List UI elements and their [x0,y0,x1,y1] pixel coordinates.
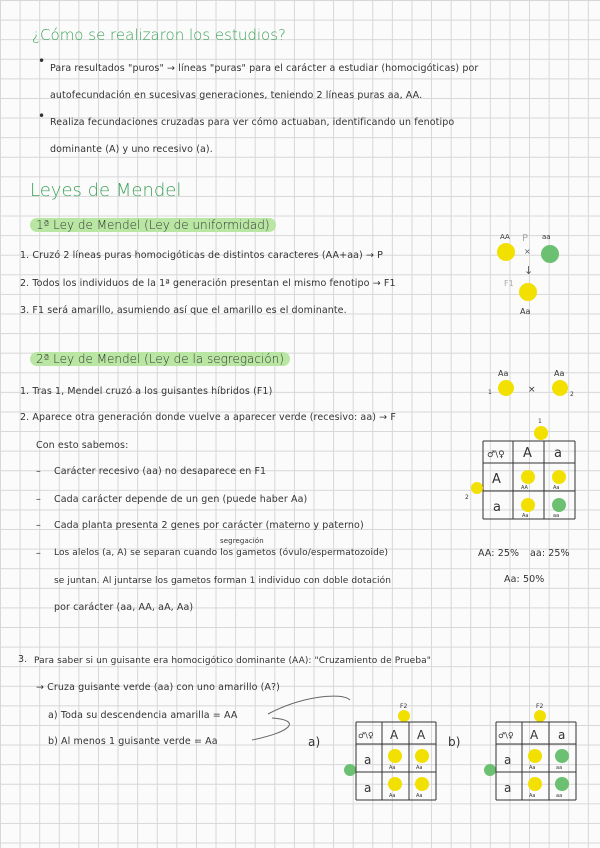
law1-item-1: 1. Cruzó 2 líneas puras homocigóticas de distintos caracteres (AA+aa) → P [20,250,383,261]
law2-cross [478,366,578,400]
green-pea [344,764,356,776]
svg-text:F2: F2 [400,703,408,710]
dash: – [36,494,41,505]
svg-text:a: a [554,446,562,461]
law2-dash-4: Los alelos (a, A) se separan cuando los gametos (óvulo/espermatozoide) [54,548,389,558]
bullet-line-4: dominante (A) y uno recesivo (a). [50,144,213,155]
svg-text:F1: F1 [504,279,514,288]
bullet-dot: • [38,54,46,68]
label-b: b) [448,735,461,749]
svg-text:P: P [522,233,529,244]
svg-text:Aa: Aa [389,765,396,771]
yellow-pea [497,243,515,261]
yellow-pea [519,283,537,301]
svg-text:aa: aa [542,233,551,241]
svg-text:aa: aa [556,793,563,799]
svg-text:↓: ↓ [524,264,534,277]
yellow-pea [521,470,535,484]
svg-text:A: A [492,472,501,487]
green-pea [541,245,559,263]
law2-intro: Con esto sabemos: [36,440,129,451]
test-cross-grid-b [480,700,580,804]
svg-text:Aa: Aa [498,369,509,378]
law1-cross-diagram [490,226,570,322]
svg-text:A: A [390,728,399,742]
svg-text:a: a [493,500,501,515]
yellow-pea [534,710,546,722]
item3-option-b: b) Al menos 1 guisante verde = Aa [48,736,218,747]
svg-text:2: 2 [465,494,469,501]
svg-text:a: a [364,753,372,767]
label-a: a) [308,735,321,749]
ratio-AA: AA: 25% [478,548,520,559]
svg-text:A: A [417,728,426,742]
svg-text:1: 1 [538,418,542,425]
yellow-pea [498,380,514,396]
ratio-Aa: Aa: 50% [504,574,545,585]
question-title: ¿Cómo se realizaron los estudios? [32,26,287,44]
section-title: Leyes de Mendel [30,180,182,201]
svg-text:F2: F2 [536,703,544,710]
yellow-pea [552,470,566,484]
svg-text:Aa: Aa [554,369,565,378]
svg-text:Aa: Aa [529,765,536,771]
svg-text:Aa: Aa [520,307,531,316]
svg-text:aa: aa [556,765,563,771]
side-pea [452,487,462,497]
dash: – [36,548,41,559]
svg-text:AA: AA [521,485,528,491]
green-pea [484,764,496,776]
item3-text: Para saber si un guisante era homocigótico dominante (AA): "Cruzamiento de Prueba" [34,656,431,666]
bullet-line-1: Para resultados "puros" → líneas "puras" para el carácter a estudiar (homocigóticas) por [50,63,479,74]
yellow-pea [398,710,410,722]
ratio-aa: aa: 25% [530,548,570,559]
bullet-dot: • [38,109,46,123]
svg-text:A: A [530,728,539,742]
segregacion-note: segregación [220,537,264,545]
side-pea-row [470,480,484,496]
svg-text:1: 1 [488,389,492,396]
bullet-line-2: autofecundación en sucesivas generaciones, teniendo 2 líneas puras aa, AA. [50,90,423,101]
svg-text:♂\♀: ♂\♀ [358,731,374,740]
yellow-pea [552,380,568,396]
svg-text:Aa: Aa [389,793,396,799]
item3-line2: → Cruza guisante verde (aa) con uno amarillo (A?) [36,682,280,693]
item3-option-a: a) Toda su descendencia amarilla = AA [48,710,238,721]
svg-text:Aa: Aa [553,485,560,491]
svg-text:Aa: Aa [529,793,536,799]
dash: – [36,466,41,477]
law1-item-2: 2. Todos los individuos de la 1ª generación presentan el mismo fenotipo → F1 [20,278,396,289]
yellow-pea [534,426,548,440]
svg-text:Aa: Aa [416,793,423,799]
green-pea [552,498,566,512]
punnett-square-f2 [465,415,583,527]
bullet-line-3: Realiza fecundaciones cruzadas para ver cómo actuaban, identificando un fenotipo [50,117,455,128]
svg-text:aa: aa [553,513,560,519]
test-cross-grid-a [340,700,440,804]
law2-item-2: 2. Aparece otra generación donde vuelve a aparecer verde (recesivo: aa) → F [20,412,396,423]
svg-text:a: a [504,753,512,767]
law2-heading: 2ª Ley de Mendel (Ley de la segregación) [30,352,290,366]
law2-dash-3: Cada planta presenta 2 genes por carácter (materno y paterno) [54,520,364,531]
svg-text:♂\♀: ♂\♀ [487,450,505,460]
svg-text:a: a [364,781,372,795]
item3-num: 3. [18,654,28,665]
svg-text:Aa: Aa [416,765,423,771]
svg-text:AA: AA [500,233,510,241]
law2-item-1: 1. Tras 1, Mendel cruzó a los guisantes híbridos (F1) [20,386,273,397]
svg-text:Aa: Aa [522,513,529,519]
law2-dash-5: se juntan. Al juntarse los gametos forman 1 individuo con doble dotación [54,576,392,586]
law1-heading: 1ª Ley de Mendel (Ley de uniformidad) [30,218,276,232]
yellow-pea [521,498,535,512]
svg-text:2: 2 [570,391,574,398]
svg-text:a: a [558,728,566,742]
svg-text:A: A [523,446,532,461]
svg-text:×: × [528,385,536,395]
svg-text:×: × [524,247,531,256]
law2-dash-2: Cada carácter depende de un gen (puede haber Aa) [54,494,308,505]
law2-dash-1: Carácter recesivo (aa) no desaparece en F1 [54,466,267,477]
svg-text:a: a [504,781,512,795]
law2-dash-6: por carácter (aa, AA, aA, Aa) [54,602,194,613]
svg-text:♂\♀: ♂\♀ [498,731,514,740]
dash: – [36,520,41,531]
law1-item-3: 3. F1 será amarillo, asumiendo así que el amarillo es el dominante. [20,305,347,316]
